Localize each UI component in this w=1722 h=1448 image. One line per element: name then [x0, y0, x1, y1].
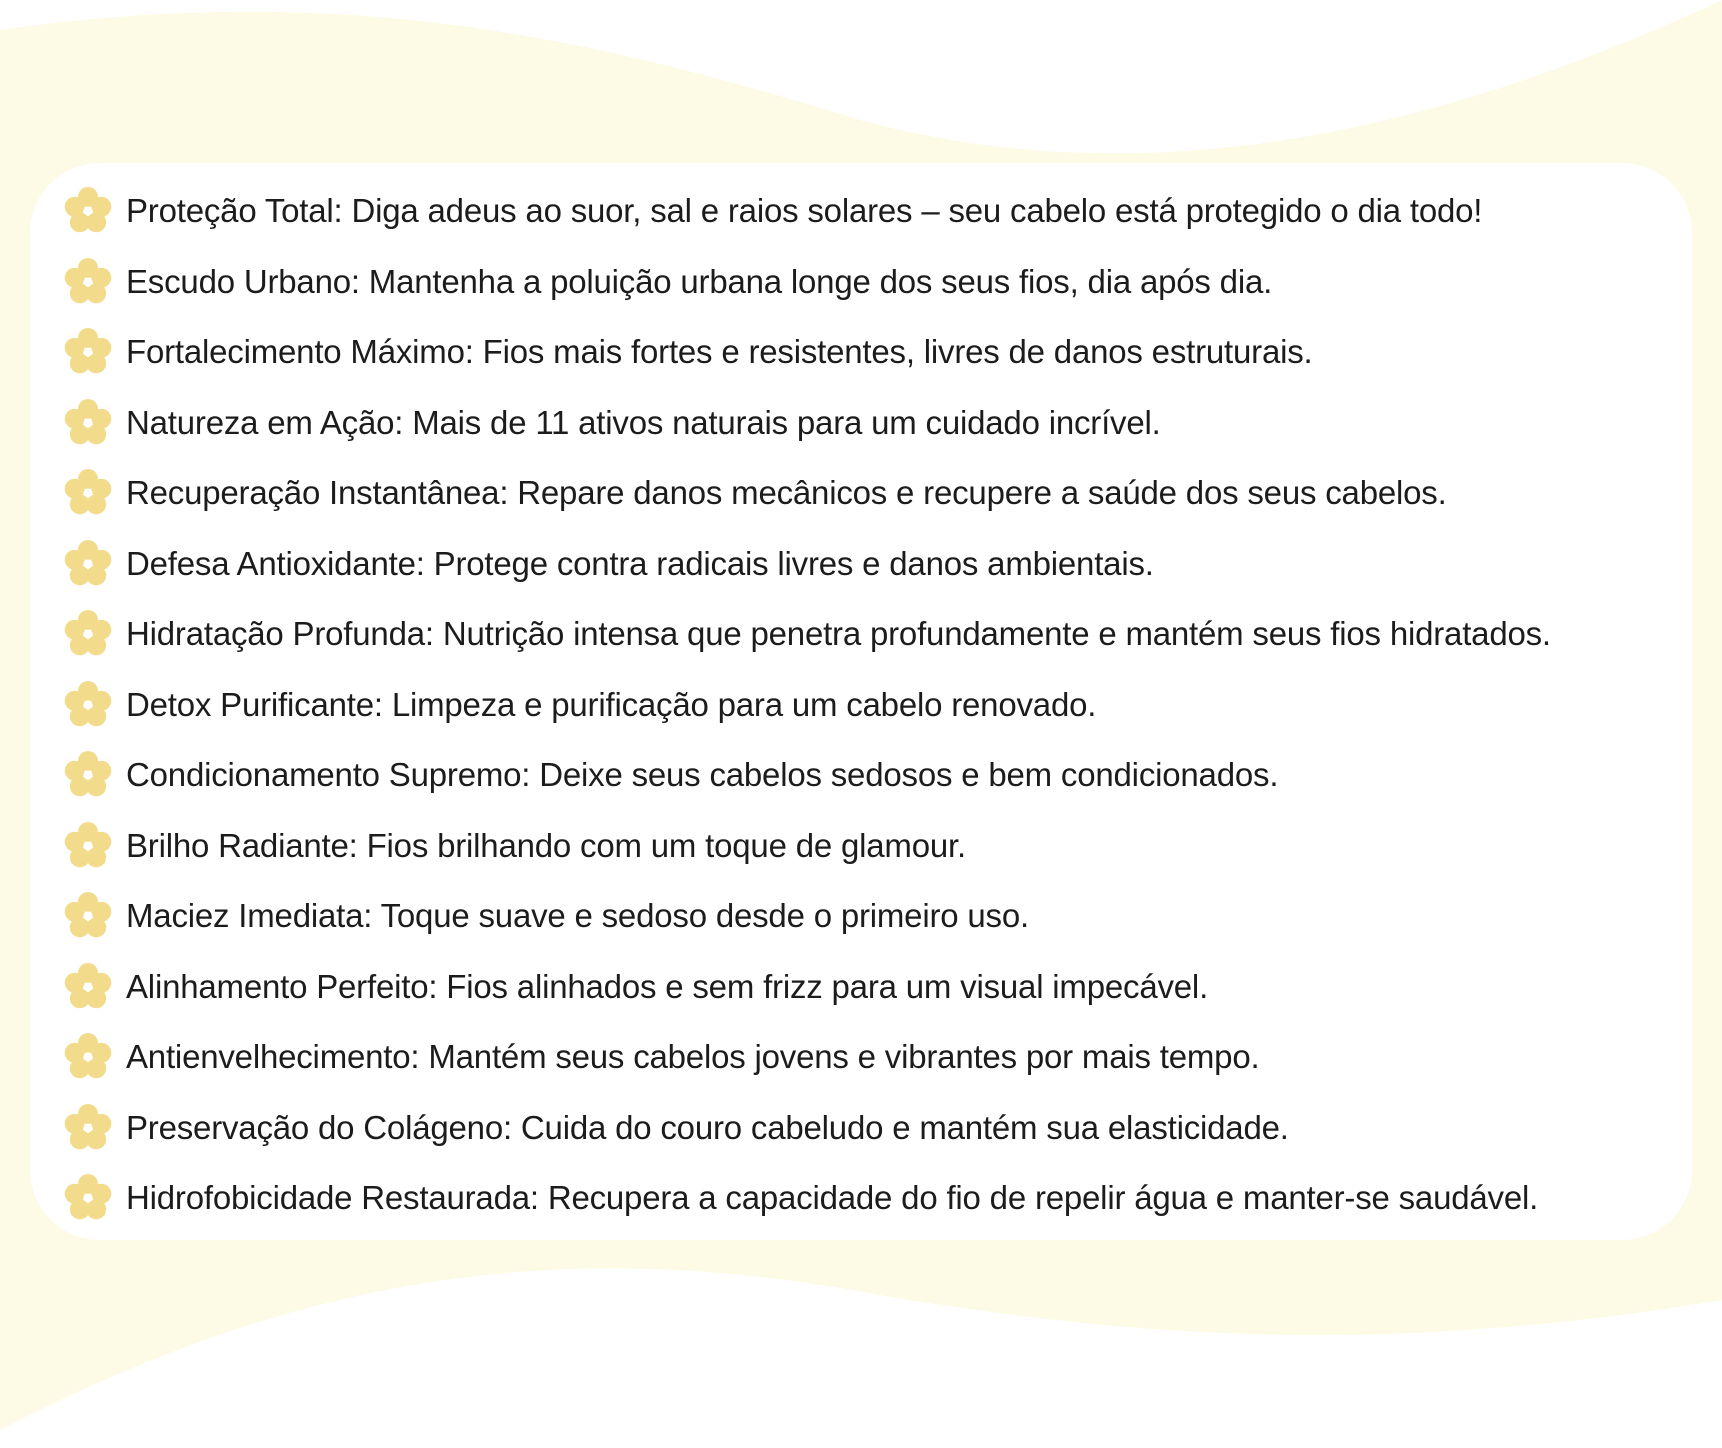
list-item-text: Preservação do Colágeno: Cuida do couro cabeludo e mantém sua elasticidade.: [126, 1108, 1289, 1146]
list-item-text: Fortalecimento Máximo: Fios mais fortes e resistentes, livres de danos estruturais.: [126, 333, 1313, 371]
list-item-text: Defesa Antioxidante: Protege contra radicais livres e danos ambientais.: [126, 544, 1154, 582]
list-item-text: Detox Purificante: Limpeza e purificação para um cabelo renovado.: [126, 685, 1097, 723]
list-item-text: Brilho Radiante: Fios brilhando com um toque de glamour.: [126, 826, 966, 864]
flower-icon: [62, 1031, 114, 1083]
flower-icon: [62, 397, 114, 449]
flower-icon: [62, 467, 114, 519]
flower-icon: [62, 608, 114, 660]
flower-icon: [62, 256, 114, 308]
list-item-text: Natureza em Ação: Mais de 11 ativos naturais para um cuidado incrível.: [126, 403, 1161, 441]
list-item: [62, 388, 1702, 459]
flower-icon: [62, 679, 114, 731]
list-item-text: Condicionamento Supremo: Deixe seus cabelos sedosos e bem condicionados.: [126, 756, 1279, 794]
flower-icon: [62, 326, 114, 378]
list-item: [62, 811, 1702, 882]
list-item: [62, 317, 1702, 388]
flower-icon: [62, 185, 114, 237]
flower-icon: [62, 890, 114, 942]
list-item: [62, 1093, 1702, 1164]
list-item: [62, 1163, 1702, 1234]
list-item-text: Proteção Total: Diga adeus ao suor, sal e raios solares – seu cabelo está protegido o dia todo!: [126, 192, 1483, 230]
list-item: [62, 247, 1702, 318]
flower-icon: [62, 749, 114, 801]
list-item: [62, 1022, 1702, 1093]
list-item: [62, 599, 1702, 670]
list-item: [62, 670, 1702, 741]
list-item: [62, 881, 1702, 952]
list-item-text: Antienvelhecimento: Mantém seus cabelos jovens e vibrantes por mais tempo.: [126, 1038, 1260, 1076]
list-item-text: Maciez Imediata: Toque suave e sedoso desde o primeiro uso.: [126, 897, 1029, 935]
benefits-list: [62, 176, 1702, 1234]
flower-icon: [62, 820, 114, 872]
flower-icon: [62, 1102, 114, 1154]
flower-icon: [62, 538, 114, 590]
flower-icon: [62, 961, 114, 1013]
list-item-text: Alinhamento Perfeito: Fios alinhados e sem frizz para um visual impecável.: [126, 967, 1209, 1005]
list-item: [62, 740, 1702, 811]
list-item-text: Hidrofobicidade Restaurada: Recupera a capacidade do fio de repelir água e manter-se saudável.: [126, 1179, 1539, 1217]
list-item: [62, 529, 1702, 600]
list-item-text: Escudo Urbano: Mantenha a poluição urbana longe dos seus fios, dia após dia.: [126, 262, 1273, 300]
list-item: [62, 952, 1702, 1023]
list-item-text: Recuperação Instantânea: Repare danos mecânicos e recupere a saúde dos seus cabelos.: [126, 474, 1447, 512]
list-item: [62, 458, 1702, 529]
list-item: [62, 176, 1702, 247]
flower-icon: [62, 1172, 114, 1224]
list-item-text: Hidratação Profunda: Nutrição intensa que penetra profundamente e mantém seus fios hidratados.: [126, 615, 1551, 653]
